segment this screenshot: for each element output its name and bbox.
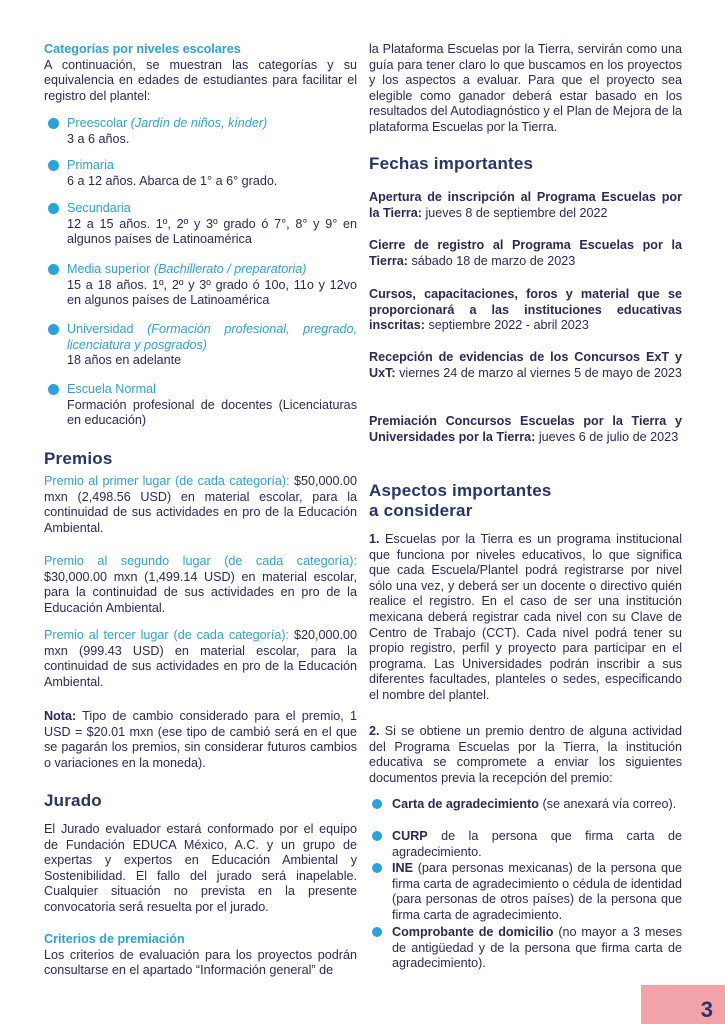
doc-item bbox=[369, 861, 682, 923]
premio-2 bbox=[44, 554, 357, 616]
fecha-label: Recepción de evidencias de los Concursos ExT y UxT: bbox=[369, 350, 682, 380]
bullet-icon bbox=[372, 799, 382, 809]
fecha-item bbox=[369, 287, 682, 334]
doc-text: (no mayor a 3 meses de antigüedad y de la persona que firma carta de agradecimiento). bbox=[392, 925, 682, 971]
level-item bbox=[44, 158, 357, 189]
page-number: 3 bbox=[700, 997, 713, 1023]
doc-item bbox=[369, 797, 682, 813]
nota bbox=[44, 709, 357, 771]
bullet-icon bbox=[48, 203, 59, 214]
premio-3 bbox=[44, 628, 357, 690]
doc-text: (se anexará vía correo). bbox=[538, 797, 677, 811]
bullet-icon bbox=[48, 324, 59, 335]
level-name: Secundaria bbox=[67, 201, 131, 215]
bullet-icon bbox=[48, 118, 59, 129]
bullet-icon bbox=[48, 384, 59, 395]
fecha-label: Apertura de inscripción al Programa Escuelas por la Tierra: bbox=[369, 190, 682, 220]
aspectos-title-line-1: Aspectos importantes bbox=[369, 481, 552, 500]
doc-label: Carta de agradecimiento bbox=[392, 797, 539, 811]
aspecto-2 bbox=[369, 724, 682, 786]
level-note: (Jardín de niños, kínder) bbox=[130, 116, 268, 130]
nota-text: Tipo de cambio considerado para el premio, 1 USD = $20.01 mxn (ese tipo de cambió será en el que se pagarán los premios, sin considerar futuros cambios o variaciones en la moneda). bbox=[44, 709, 357, 770]
level-name: Escuela Normal bbox=[67, 382, 156, 396]
level-item bbox=[44, 322, 357, 369]
level-name: Universidad bbox=[67, 322, 134, 336]
continuation-text: la Plataforma Escuelas por la Tierra, servirán como una guía para tener claro lo que buscamos en los proyectos y los aspectos a evaluar. Para que el proyecto sea elegible como ganador deberá estar basado en los resultados del Autodiagnóstico y el Plan de Mejora de la plataforma Escuelas por la Tierra. bbox=[369, 42, 682, 134]
level-note: (Bachillerato / preparatoria) bbox=[153, 262, 307, 276]
level-desc: Formación profesional de docentes (Licenciaturas en educación) bbox=[67, 397, 357, 428]
fecha-label: Premiación Concursos Escuelas por la Tierra y Universidades por la Tierra: bbox=[369, 414, 682, 444]
doc-label: Comprobante de domicilio bbox=[392, 925, 554, 939]
bullet-icon bbox=[48, 264, 59, 275]
premio-label: Premio al segundo lugar (de cada categoría): bbox=[44, 554, 357, 568]
bullet-icon bbox=[372, 831, 382, 841]
criterios-title: Criterios de premiación bbox=[44, 932, 185, 946]
doc-text: (para personas mexicanas) de la persona que firma carta de agradecimiento o cédula de identidad (para personas de otros países) de la persona que firma carta de agradecimiento. bbox=[392, 861, 682, 922]
fecha-label: Cierre de registro al Programa Escuelas por la Tierra: bbox=[369, 238, 682, 268]
bullet-icon bbox=[372, 863, 382, 873]
categorias-intro: A continuación, se muestran las categorías y su equivalencia en edades de estudiantes para facilitar el registro del plantel: bbox=[44, 57, 357, 103]
fecha-text: viernes 24 de marzo al viernes 5 de mayo de 2023 bbox=[395, 365, 682, 380]
doc-label: CURP bbox=[392, 829, 428, 843]
level-desc: 12 a 15 años. 1º, 2º y 3º grado ó 7°, 8° y 9° en algunos países de Latinoamérica bbox=[67, 216, 357, 247]
fecha-item bbox=[369, 238, 682, 269]
fecha-text: sábado 18 de marzo de 2023 bbox=[407, 253, 576, 268]
aspecto-number: 1. bbox=[369, 532, 380, 546]
fecha-text: septiembre 2022 - abril 2023 bbox=[425, 318, 589, 333]
level-item bbox=[44, 262, 357, 309]
level-desc: 3 a 6 años. bbox=[67, 131, 130, 146]
aspecto-1 bbox=[369, 532, 682, 704]
level-note: (Formación profesional, pregrado, licenciatura y posgrados) bbox=[67, 322, 358, 352]
nota-label: Nota: bbox=[44, 709, 77, 723]
categorias-title: Categorías por niveles escolares bbox=[44, 42, 241, 56]
premio-1 bbox=[44, 474, 357, 536]
aspectos-title bbox=[369, 481, 552, 521]
aspecto-number: 2. bbox=[369, 724, 380, 738]
level-desc: 15 a 18 años. 1º, 2º y 3º grado ó 10o, 11o y 12vo en algunos países de Latinoamérica bbox=[67, 277, 357, 308]
level-name: Preescolar bbox=[67, 116, 128, 130]
bullet-icon bbox=[372, 927, 382, 937]
level-item bbox=[44, 382, 357, 429]
premio-text: $50,000.00 mxn (2,498.56 USD) en material escolar, para la continuidad de sus actividades en pro de la Educación Ambiental. bbox=[44, 474, 358, 535]
aspectos-title-line-2: a considerar bbox=[369, 501, 473, 520]
bullet-icon bbox=[48, 160, 59, 171]
premio-label: Premio al tercer lugar (de cada categoría): bbox=[44, 628, 290, 642]
fecha-item bbox=[369, 414, 682, 445]
level-name: Media superior bbox=[67, 262, 151, 276]
level-desc: 6 a 12 años. Abarca de 1° a 6° grado. bbox=[67, 173, 278, 188]
fecha-label: Cursos, capacitaciones, foros y material que se proporcionará a las instituciones educativas inscritas: bbox=[369, 287, 682, 333]
criterios-text: Los criterios de evaluación para los proyectos podrán consultarse en el apartado “Información general” de bbox=[44, 947, 357, 978]
doc-item bbox=[369, 925, 682, 972]
level-item bbox=[44, 116, 357, 147]
doc-label: INE bbox=[392, 861, 413, 875]
level-name: Primaria bbox=[67, 158, 114, 172]
aspecto-text: Escuelas por la Tierra es un programa institucional que funciona por niveles educativos, lo que significa que cada Escuela/Plantel podrá registrarse por nivel sólo una vez, y deberá ser un docente o directivo quién realice el registro. En el caso de ser una institución mexicana deberá registrar cada nivel con su Clave de Centro de Trabajo (CCT). Cada nivel podrá tener su propio registro, perfil y proyecto para participar en el programa. Las Universidades podrán inscribir a sus diferentes facultades, planteles o sedes, especificando el nombre del plantel. bbox=[369, 532, 682, 702]
premio-text: $20,000.00 mxn (999.43 USD) en material escolar, para la continuidad de sus actividades en pro de la Educación Ambiental. bbox=[44, 628, 357, 689]
level-desc: 18 años en adelante bbox=[67, 353, 182, 368]
fecha-text: jueves 8 de septiembre del 2022 bbox=[421, 205, 608, 220]
fecha-item bbox=[369, 350, 682, 381]
doc-text: de la persona que firma carta de agradecimiento. bbox=[392, 829, 682, 859]
fechas-title: Fechas importantes bbox=[369, 154, 534, 173]
doc-item bbox=[369, 829, 682, 860]
jurado-title: Jurado bbox=[44, 791, 102, 810]
premio-label: Premio al primer lugar (de cada categoría): bbox=[44, 474, 290, 488]
premios-title: Premios bbox=[44, 449, 113, 468]
fecha-item bbox=[369, 190, 682, 221]
aspecto-text: Si se obtiene un premio dentro de alguna actividad del Programa Escuelas por la Tierra, la institución educativa se compromete a enviar los siguientes documentos previa la recepción del premio: bbox=[369, 724, 682, 785]
level-item bbox=[44, 201, 357, 248]
premio-text: $30,000.00 mxn (1,499.14 USD) en material escolar, para la continuidad de sus actividades en pro de la Educación Ambiental. bbox=[44, 569, 357, 615]
jurado-text: El Jurado evaluador estará conformado por el equipo de Fundación EDUCA México, A.C. y un grupo de expertas y expertos en Educación Ambiental y Sostenibilidad. El fallo del jurado será inapelable. Cualquier situación no prevista en la presente convocatoria será resuelta por el jurado. bbox=[44, 822, 357, 914]
fecha-text: jueves 6 de julio de 2023 bbox=[535, 429, 679, 444]
